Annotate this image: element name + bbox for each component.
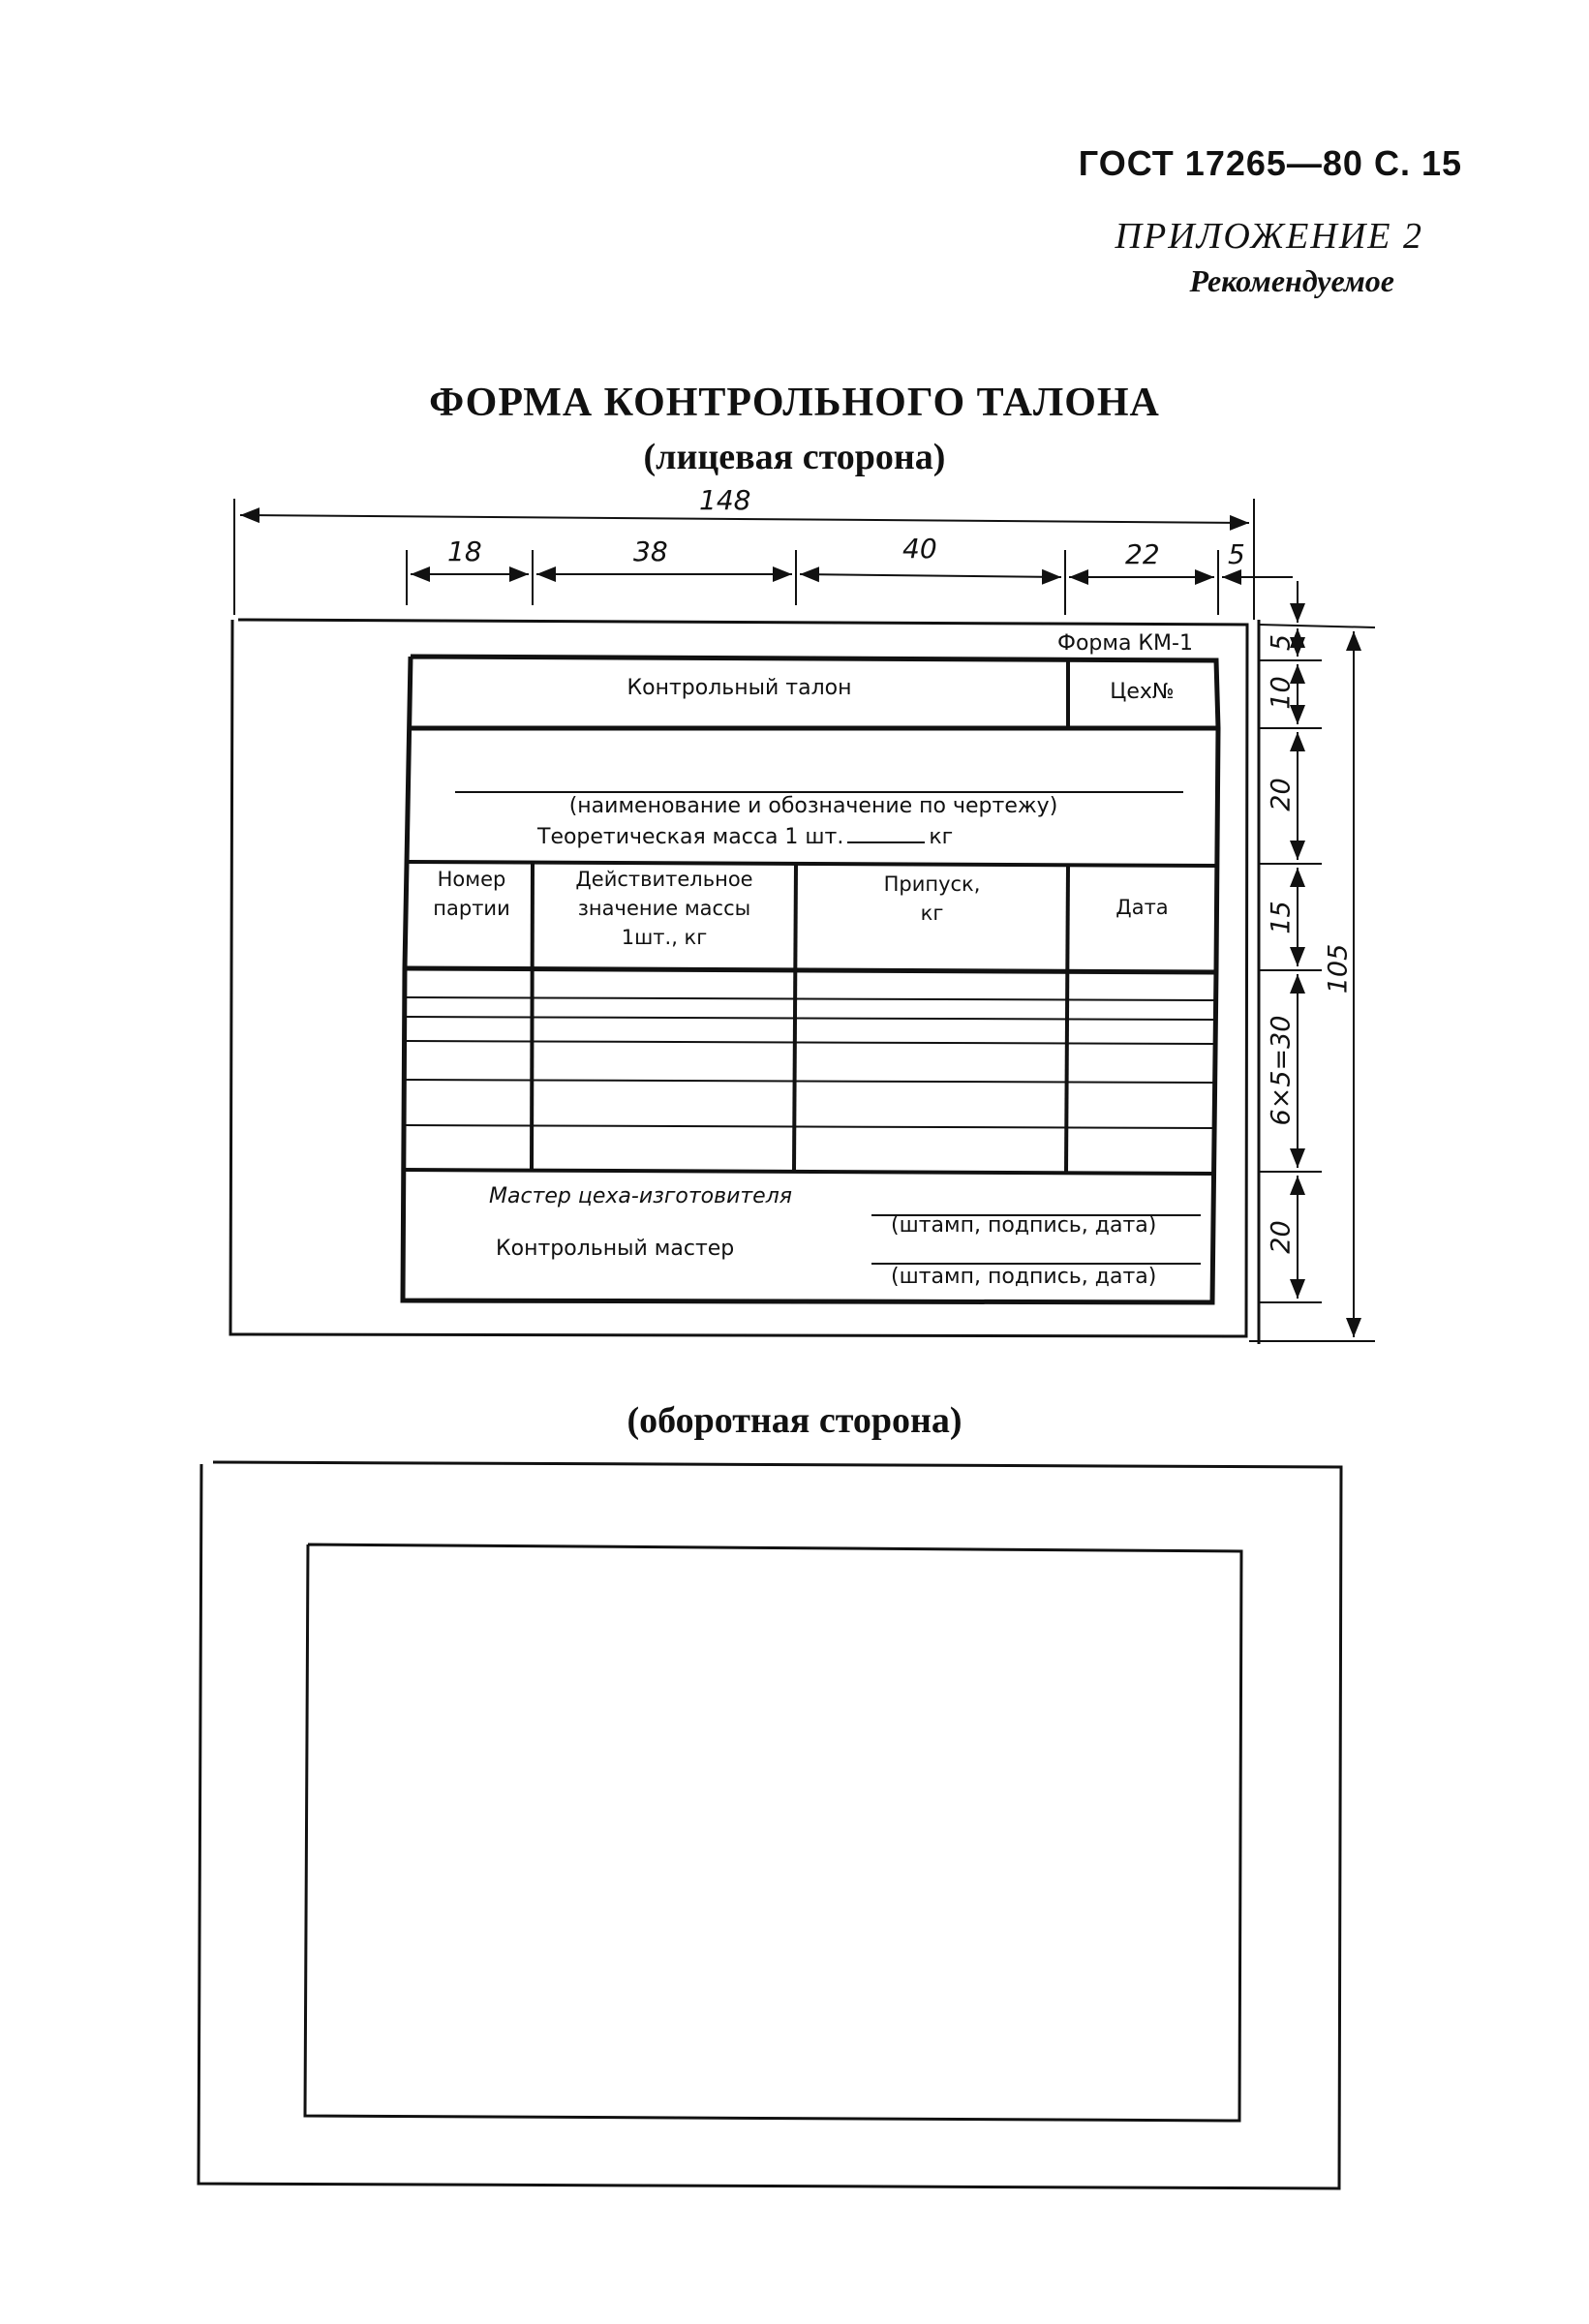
form-title: ФОРМА КОНТРОЛЬНОГО ТАЛОНА <box>429 381 1160 425</box>
dim-row-1: 5 <box>1266 633 1297 652</box>
document-code: ГОСТ 17265—80 С. 15 <box>1078 143 1462 183</box>
talon-label: Контрольный талон <box>626 676 852 700</box>
dim-line-148 <box>240 515 1249 523</box>
dim-row-5: 6×5=30 <box>1266 1015 1297 1126</box>
dim-col-5: 5 <box>1228 538 1245 570</box>
dim-col-2: 38 <box>633 535 668 567</box>
col-header-actual-mass: Действительное значение массы 1шт., кг <box>575 868 753 949</box>
dim-total-height: 105 <box>1323 943 1354 994</box>
mass-unit: кг <box>929 825 954 849</box>
dim-col-3: 40 <box>902 533 937 565</box>
form-code: Форма КМ-1 <box>1057 631 1193 656</box>
mass-prefix: Теоретическая масса 1 шт. <box>537 825 844 849</box>
dim-row-6: 20 <box>1266 1220 1297 1254</box>
back-card-border <box>199 1462 1341 2188</box>
front-side-label: (лицевая сторона) <box>643 437 946 477</box>
appendix-title: ПРИЛОЖЕНИЕ 2 <box>1115 216 1423 257</box>
master-label: Мастер цеха-изготовителя <box>489 1184 793 1208</box>
dim-row-3: 20 <box>1266 778 1297 811</box>
name-caption: (наименование и обозначение по чертежу) <box>568 794 1058 818</box>
dim-col-4: 22 <box>1125 538 1160 570</box>
dim-row-2: 10 <box>1266 676 1297 710</box>
appendix-note: Рекомендуемое <box>1189 263 1394 298</box>
dim-col-1: 18 <box>447 535 482 567</box>
back-inner-border <box>305 1544 1241 2121</box>
dim-total-width: 148 <box>699 484 751 516</box>
col-header-batch: Номер партии <box>433 868 510 920</box>
master-sign-caption: (штамп, подпись, дата) <box>891 1213 1157 1238</box>
controller-label: Контрольный мастер <box>496 1237 735 1261</box>
mass-blank <box>847 841 925 843</box>
dim-row-4: 15 <box>1266 901 1297 934</box>
shop-number-label: Цех№ <box>1110 680 1175 704</box>
col-header-date: Дата <box>1115 896 1169 919</box>
controller-sign-caption: (штамп, подпись, дата) <box>891 1265 1157 1289</box>
theoretical-mass-label <box>537 825 953 849</box>
back-side-label: (оборотная сторона) <box>626 1400 963 1441</box>
col-header-allowance: Припуск, кг <box>883 872 981 925</box>
